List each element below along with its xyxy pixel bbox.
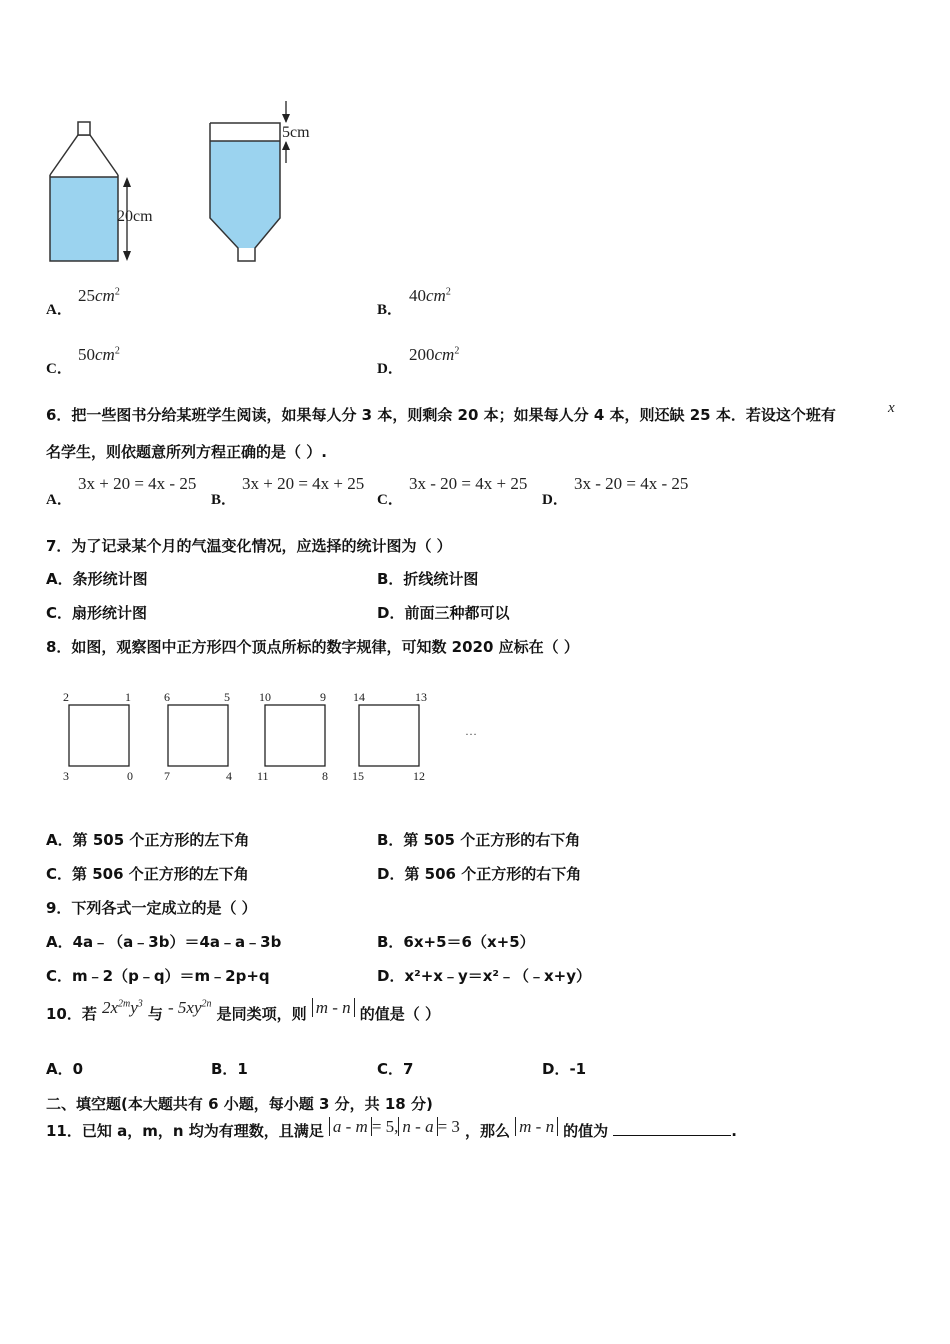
q10-expr1: $2x^{2m}y^3$ [101,998,143,1017]
square-2-tl: 6 [164,690,170,704]
label-20cm: 20cm [117,208,153,225]
dim-arrow-20-bottom [123,251,131,261]
water-fill-2 [210,141,280,248]
q7-stem: 7．为了记录某个月的气温变化情况，应选择的统计图为（ ） [46,537,452,555]
q10-option-c: C．7 [377,1060,414,1078]
square-1 [69,705,129,766]
square-2-tr: 5 [224,690,230,704]
square-4-br: 12 [413,769,425,783]
q7-option-d: D．前面三种都可以 [377,604,510,622]
square-2 [168,705,228,766]
container-1-neck [78,122,90,135]
square-4 [359,705,419,766]
square-1-tl: 2 [63,690,69,704]
q9-option-c: C．m﹣2（p﹣q）＝m﹣2p+q [46,967,270,985]
square-1-bl: 3 [63,769,69,783]
q8-option-d: D．第 506 个正方形的右下角 [377,865,582,883]
q10-option-b: B．1 [211,1060,248,1078]
q5-option-c-value: $50cm^2$ [78,345,120,364]
q6-option-b-eq: 3x + 20 = 4x + 25 [242,474,365,493]
container-1-roof [50,135,118,175]
q8-stem: 8．如图，观察图中正方形四个顶点所标的数字规律，可知数 2020 应标在（ ） [46,638,579,656]
q7-option-c: C．扇形统计图 [46,604,148,622]
q6-option-d-label: D． [542,492,568,508]
square-2-bl: 7 [164,769,170,783]
square-3-tr: 9 [320,690,326,704]
q6-option-b-label: B． [211,492,237,508]
q11-answer-blank[interactable] [613,1121,731,1136]
squares-ellipsis: … [465,724,477,738]
square-3-tl: 10 [259,690,271,704]
q5-option-d: D． [377,361,403,377]
q7-option-b: B．折线统计图 [377,570,479,588]
q7-option-a: A．条形统计图 [46,570,148,588]
q6-stem-line2: 名学生，则依题意所列方程正确的是（ ）. [46,443,327,461]
q10-option-a: A．0 [46,1060,84,1078]
square-3 [265,705,325,766]
water-fill-1 [50,177,118,261]
label-5cm: 5cm [282,124,310,141]
q11-conditions: a - m = 5, n - a = 3 [329,1117,460,1136]
section2-title: 二、填空题(本大题共有 6 小题，每小题 3 分，共 18 分) [46,1095,433,1113]
square-3-bl: 11 [257,769,269,783]
q5-option-a-value: $25cm^2$ [78,286,120,305]
square-4-bl: 15 [352,769,364,783]
q9-option-b: B．6x+5＝6（x+5） [377,933,535,951]
q9-option-d: D．x²+x﹣y＝x²﹣（﹣x+y） [377,967,591,985]
q9-option-a: A．4a﹣（a﹣3b）＝4a﹣a﹣3b [46,933,282,951]
q6-option-a-eq: 3x + 20 = 4x - 25 [78,474,197,493]
q8-option-b: B．第 505 个正方形的右下角 [377,831,581,849]
square-4-tr: 13 [415,690,427,704]
q11-abs: m - n [515,1117,558,1136]
square-1-tr: 1 [125,690,131,704]
q10-abs: m - n [312,998,355,1017]
q6-option-d-eq: 3x - 20 = 4x - 25 [574,474,689,493]
q6-option-c-eq: 3x - 20 = 4x + 25 [409,474,528,493]
q5-option-c: C． [46,361,72,377]
q9-stem: 9．下列各式一定成立的是（ ） [46,899,257,917]
q5-option-b-value: $40cm^2$ [409,286,451,305]
q6-stem-line1: 6．把一些图书分给某班学生阅读，如果每人分 3 本，则剩余 20 本；如果每人分 4 本，则还缺 25 本．若设这个班有 [46,406,836,424]
dim-arrow-20-top [123,177,131,187]
q8-option-c: C．第 506 个正方形的左下角 [46,865,249,883]
q6-var-x: x [888,400,895,416]
square-4-tl: 14 [353,690,365,704]
q5-option-d-value: $200cm^2$ [409,345,460,364]
dim-5-bottom-head [282,141,290,150]
q5-option-b: B． [377,302,403,318]
q6-option-a-label: A． [46,492,72,508]
q10-stem: 10．若 $2x^{2m}y^3$ 与 - $5xy^{2n}$ 是同类项，则 m - n 的值是（ ） [46,998,440,1023]
dim-5-top-head [282,114,290,123]
square-3-br: 8 [322,769,328,783]
q8-option-a: A．第 505 个正方形的左下角 [46,831,250,849]
q6-option-c-label: C． [377,492,403,508]
square-2-br: 4 [226,769,232,783]
q11-stem: 11．已知 a，m，n 均为有理数，且满足 a - m = 5, n - a = 3 ，那么 m - n 的值为 . [46,1117,737,1140]
square-1-br: 0 [127,769,133,783]
q10-option-d: D．-1 [542,1060,587,1078]
squares-figure [55,685,495,785]
q10-expr2: - $5xy^{2n}$ [168,998,212,1017]
q5-option-a: A． [46,302,72,318]
containers-figure [40,95,330,270]
